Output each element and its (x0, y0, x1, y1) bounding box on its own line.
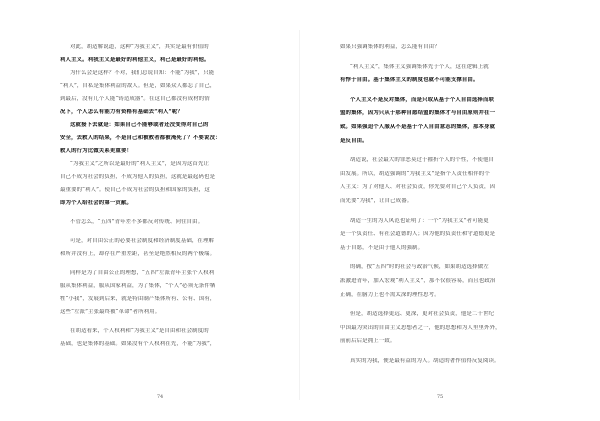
text-line: 在胡适看来，个人权利和“为我主义”是自由和社会制度的 (70, 328, 209, 334)
text-line: “利人”，自私是集体利益的敌人。但是，如果众人都忘了自己， (60, 83, 216, 89)
text-line: 基于自愿，不是由于他人的强制。 (340, 244, 424, 251)
text-line: 不管怎么，“五四”青年差不多都反对传统、向往自由。 (70, 219, 204, 225)
left-page (60, 38, 260, 400)
text-line: 而先要“为我”，让自己成器。 (340, 198, 413, 204)
text-line: “利人主义”，集体主义强调集体先于个人，这在逻辑上就 (350, 63, 489, 70)
text-line: 到最后，没有几个人能“铸造成器”。在这自己都没有成材的情 (60, 96, 210, 102)
text-line: 安全，去救人的结果，不是自己和被救者都被淹死了？不要说没： (60, 135, 221, 141)
text-line: 人主义：为了对他人、对社会负责，你先要对自己个人负责，因 (340, 184, 496, 191)
text-line: 真实的为我，便是最有益的为人。胡适的著作值得反复阅读。 (350, 358, 500, 364)
text-line: 胡适一生的为人风范也证明了：一个“为我主义”者可能更 (350, 217, 489, 224)
text-line: 是一个负责任、有社会道德的人；因为他的负责任和守道德更是 (340, 231, 496, 238)
right-page (340, 38, 540, 400)
text-line: 同样是为了自由公正的理想，“五四”左派青年主张个人权利 (70, 270, 215, 276)
text-line: 是反自由。 (340, 137, 368, 144)
text-line: 如果只强调集体的利益，怎么能有自由？ (340, 44, 440, 50)
text-line: 即为个人给社会的第一贡献。 (60, 200, 133, 206)
text-line: 服从集体利益，服从国家利益，为了集体，“个人”必须无条件牺 (60, 283, 216, 289)
text-line: 可是，对自由公正的必要社会制度和经济制度基础，在理解 (70, 238, 215, 244)
text-line: “为我主义”之所以是最好的“利人主义”，是因为这首先让 (70, 161, 210, 167)
text-line: 基础，也是集体的基础。如果没有个人权利在先，不能“为我”， (60, 341, 216, 347)
text-line: 牲“小我”，发展到后来，就是特由制产集体所有、公有、国有， (60, 296, 216, 302)
text-line: 救人的行为比做关系更重要！ (60, 148, 133, 154)
text-line: 派激进青年，加入宏观“利人主义”，那不仅很容易，而且也政治 (340, 278, 496, 284)
text-line: 为什么会是这样？不对，我们总说自知：不能“为我”，只能 (70, 70, 215, 76)
text-line: 致。如果强迫个人服从不是基于个人自由意志的集体，那本身就 (340, 124, 496, 130)
text-line: 况下，个人怎么有能力有资格有基础去“利人”呢？ (60, 109, 183, 115)
text-line: 这就接下去就是：如果自己不能够或者还没变得对自己的 (70, 122, 209, 128)
text-line: 对此，胡适解说道，这种“为我主义”，其实是最有价值的 (70, 44, 209, 50)
text-line: 有悖于自由。基于集体主义的制度也就不可能支撑自由。 (340, 77, 479, 84)
text-line: 由发展。所以，胡适强调的“为我主义”是指个人责任相伴的个 (340, 170, 490, 177)
text-line: 盟的集体，因为只从于那种自愿结盟的集体才与自由原则并在一 (340, 110, 496, 117)
text-line: 最重要的“利人”。使自己不成为社会的负担和国家的负担，这 (60, 187, 210, 193)
text-line: 但是，胡适选择更远、更深，更对社会负责，他是二十世纪 (350, 311, 495, 318)
text-line: 正确，在脑力上也不需太深的理性思考。 (340, 291, 440, 298)
text-line: 胡适说，社会最大的罪恶莫过于摧折个人的个性，不使他自 (350, 157, 495, 164)
text-line: 这些“左派”主张最终被“革命”者所利用。 (60, 309, 161, 315)
page-number: 75 (436, 394, 444, 400)
spine-divider (299, 30, 300, 400)
text-line: 中国最为突出的自由主义思想者之一，他的思想和为人里里外外， (340, 324, 501, 331)
text-line: 的确，按“五四”时的社会与政治气候，如果胡适选择做左 (350, 264, 489, 271)
text-line: 利人主义。利我主义是最好的利他主义，利己是最好的利他。 (60, 57, 210, 63)
text-line: 自己不成为社会的负担，不成为他人的负担，这就是最起码也是 (60, 174, 216, 180)
page-number: 74 (156, 394, 164, 400)
text-line: 个人主义不是反对集体，而是只取从基于个人自由选择而联 (350, 96, 495, 103)
text-line: 前前后后是拥上一致。 (340, 338, 396, 345)
text-line: 和所并没有上，却存在严重差距，甚至是绝然相反的两个极端。 (60, 251, 216, 257)
